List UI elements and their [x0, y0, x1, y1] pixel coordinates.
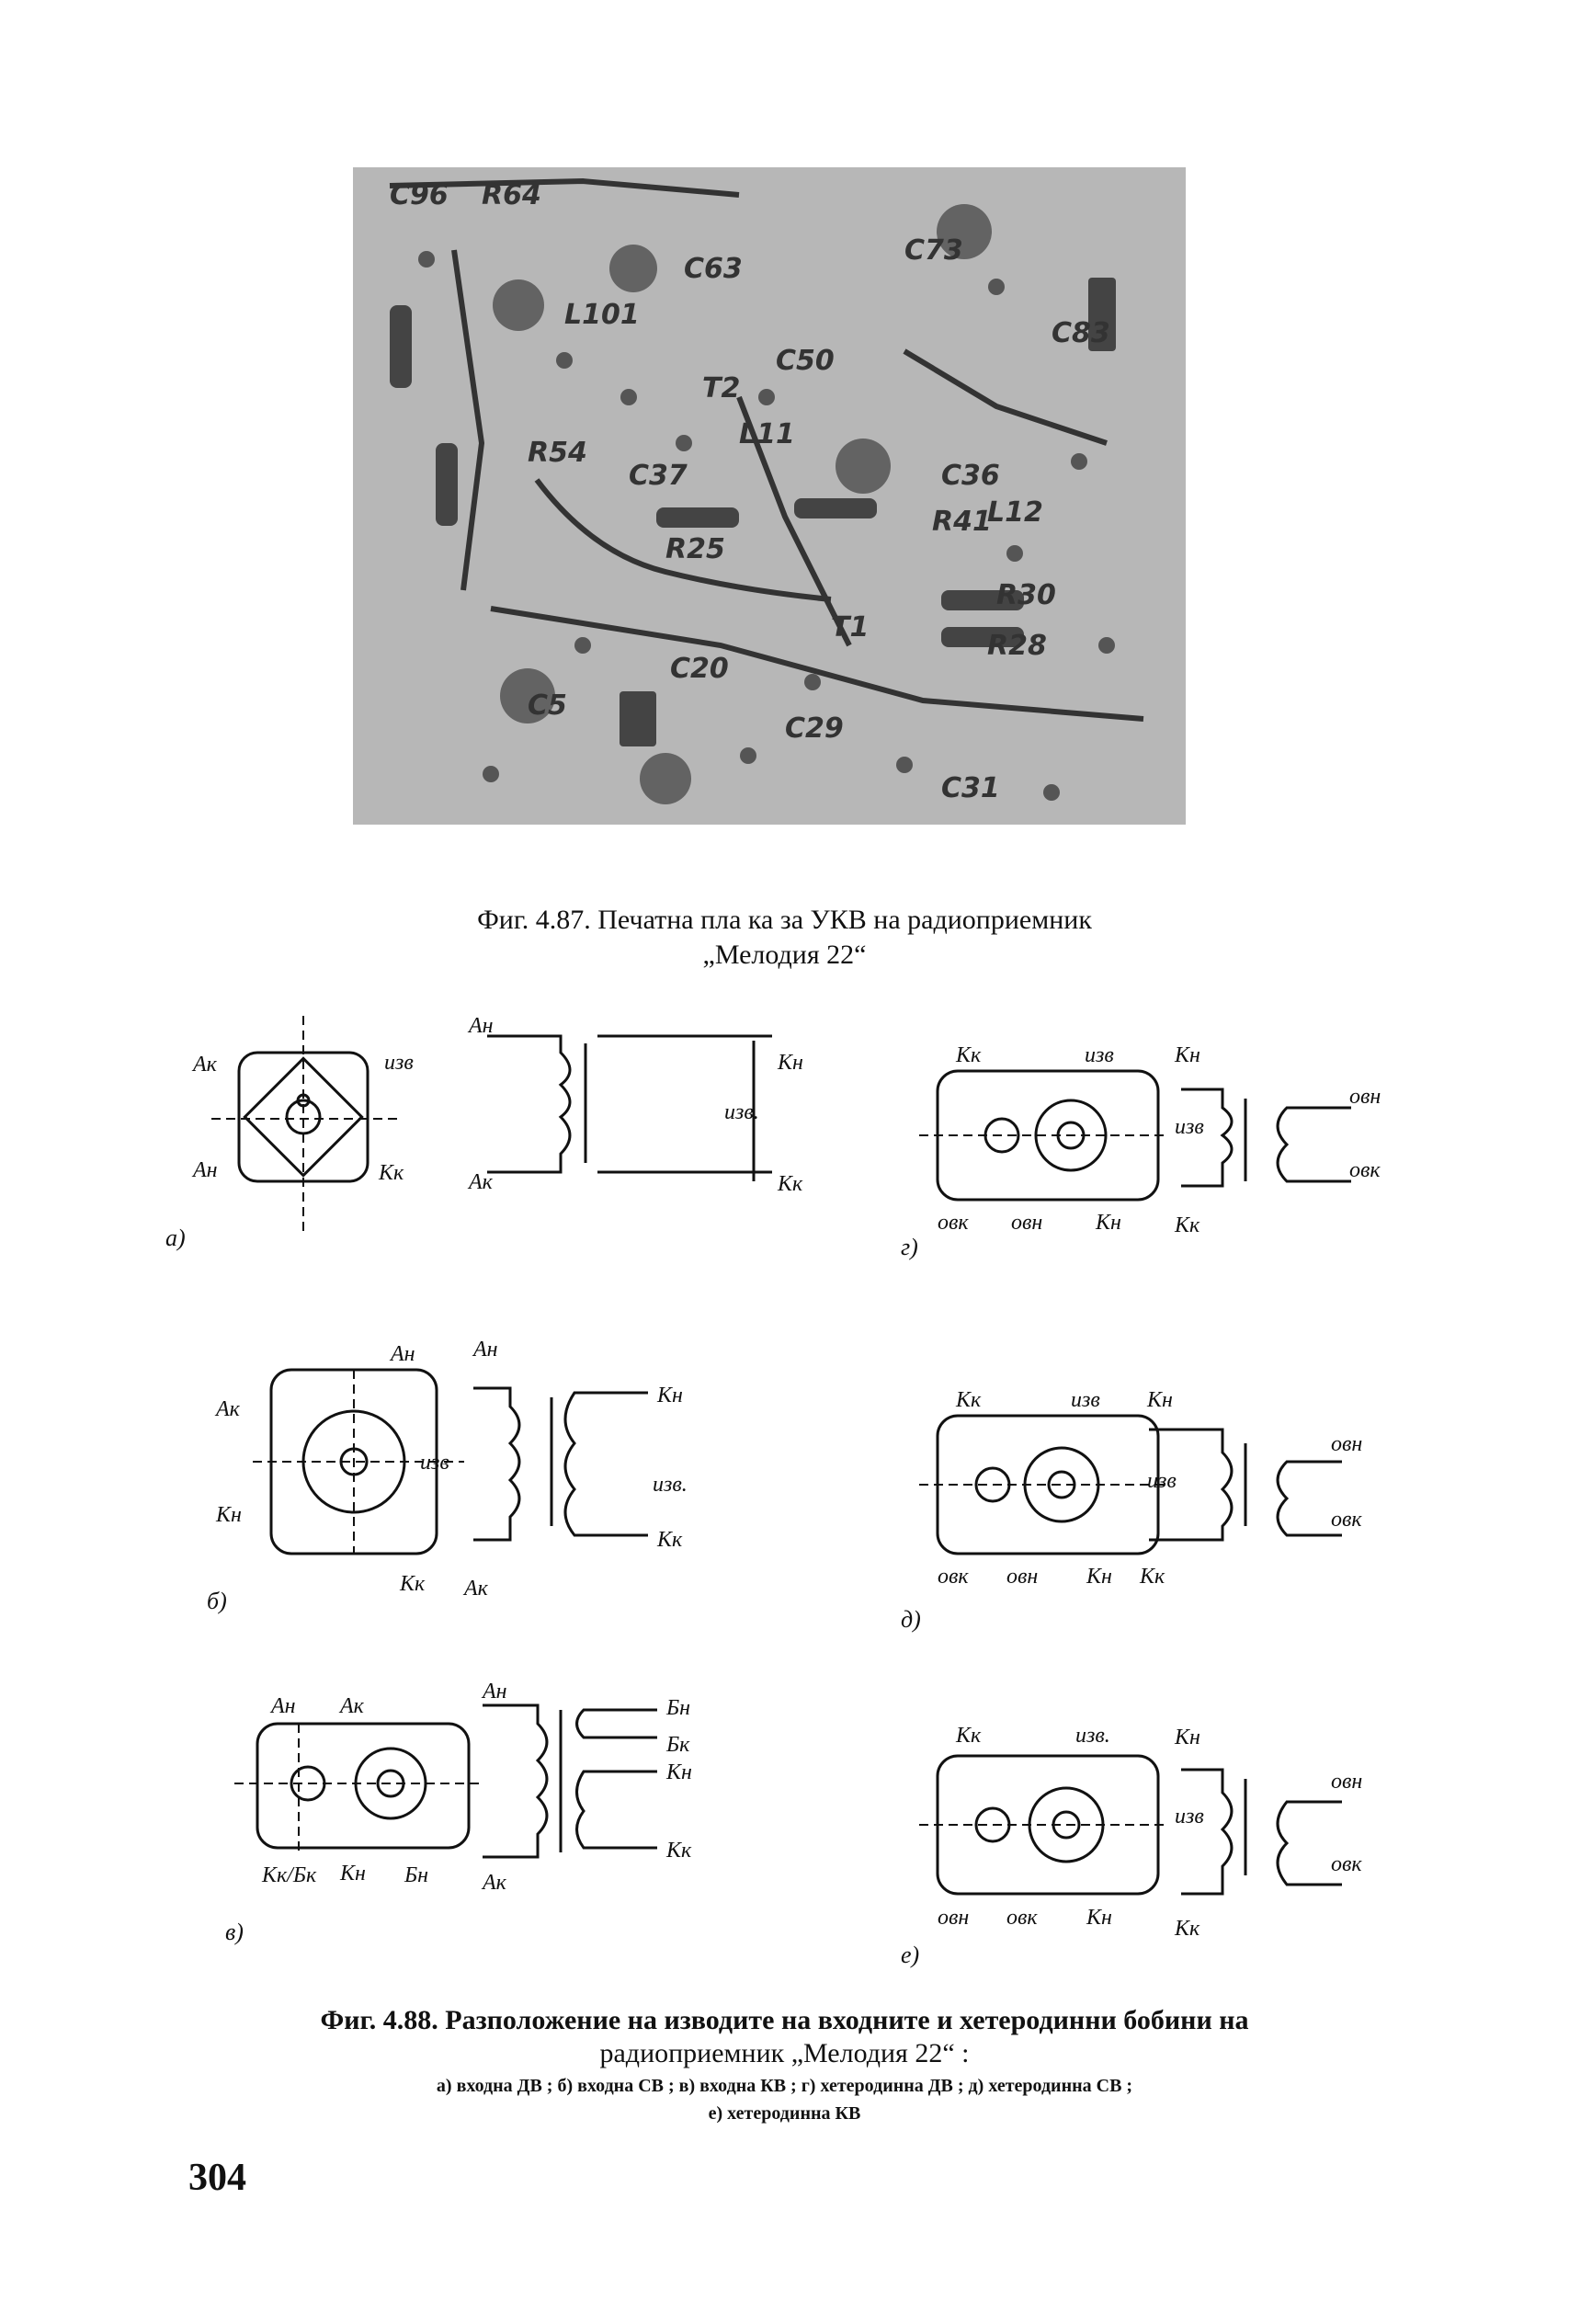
board-label: C83 [1052, 317, 1110, 349]
figure-d [901, 1379, 1434, 1636]
pin-b-kn: Кн [216, 1503, 242, 1527]
sch-g-ovk: овк [1349, 1158, 1381, 1182]
sch-g-ovn: овн [1349, 1085, 1381, 1109]
figure-g [901, 1034, 1434, 1273]
board-label: R25 [665, 533, 725, 565]
board-label: R28 [987, 630, 1047, 662]
pin-g-kk: Кк [956, 1043, 982, 1067]
pin-a-izv: изв [384, 1051, 414, 1075]
pin-v-bn: Бн [404, 1863, 429, 1887]
board-label: C29 [785, 712, 844, 745]
pin-v-kkbk: Кк/Бк [262, 1863, 317, 1887]
sch-d-kn: Кн [1147, 1388, 1173, 1412]
sch-v-bk: Бк [666, 1733, 690, 1757]
sch-d-ovk: овк [1331, 1508, 1362, 1532]
pin-e-kn: Кн [1086, 1906, 1112, 1930]
sch-b-kk: Кк [657, 1528, 683, 1552]
board-label: R54 [528, 437, 587, 469]
sch-v-bn: Бн [666, 1696, 691, 1720]
caption-488-line2: радиоприемник „Мелодия 22“ : [599, 2038, 970, 2068]
board-label: C63 [684, 253, 743, 285]
panel-label-a: а) [165, 1225, 186, 1251]
pin-e-ovn: овн [938, 1906, 970, 1930]
board-label: L11 [739, 418, 795, 450]
figure-488-caption [0, 2004, 1569, 2125]
sch-v-kn: Кн [666, 1760, 692, 1784]
sch-b-kn: Кн [657, 1384, 683, 1407]
page-number: 304 [188, 2157, 246, 2199]
pin-a-kk: Кк [379, 1161, 404, 1185]
pin-v-an: Ан [271, 1694, 296, 1718]
pin-a-an: Ан [193, 1158, 218, 1182]
sch-g-izv: изв [1175, 1115, 1204, 1139]
sch-d-izv: изв [1147, 1469, 1177, 1493]
pin-g-izv: изв [1085, 1043, 1114, 1067]
pin-g-ovn: овн [1011, 1211, 1043, 1235]
panel-label-d: д) [901, 1606, 921, 1633]
caption-487-line2: „Мелодия 22“ [702, 940, 867, 970]
sch-a-kk: Кк [778, 1172, 803, 1196]
pin-b-an: Ан [391, 1342, 415, 1366]
board-label: C37 [629, 460, 688, 492]
pin-d-izv: изв [1071, 1388, 1100, 1412]
board-label: C31 [941, 772, 1000, 804]
pin-e-ovk: овк [1006, 1906, 1038, 1930]
sch-d-kk: Кк [1140, 1565, 1165, 1589]
board-label: T1 [831, 611, 870, 644]
pin-d-ovk: овк [938, 1565, 969, 1589]
pin-e-kk: Кк [956, 1724, 982, 1748]
pin-a-ak: Ак [193, 1053, 217, 1077]
sch-e-ovn: овн [1331, 1770, 1363, 1794]
panel-label-e: е) [901, 1942, 920, 1968]
panel-label-v: в) [225, 1919, 244, 1945]
pin-d-ovn: овн [1006, 1565, 1039, 1589]
pin-b-kk: Кк [400, 1572, 426, 1596]
board-label: T2 [702, 372, 741, 404]
sch-b-an: Ан [473, 1338, 498, 1361]
caption-487-line1: Фиг. 4.87. Печатна пла ка за УКВ на радиоприемник [477, 905, 1092, 935]
pin-e-izv: изв. [1075, 1724, 1110, 1748]
sch-a-izv: изв. [724, 1100, 759, 1124]
figure-487-caption [0, 903, 1569, 973]
sch-e-izv: изв [1175, 1805, 1204, 1828]
figure-a [165, 1014, 803, 1273]
sch-a-kn: Кн [778, 1051, 803, 1075]
caption-488-line4: е) хетеродинна КВ [708, 2103, 861, 2124]
sch-v-an: Ан [483, 1680, 507, 1703]
panel-label-b: б) [207, 1588, 227, 1614]
board-label: C20 [670, 653, 729, 685]
pin-g-kn: Кн [1096, 1211, 1121, 1235]
caption-488-line1: Фиг. 4.88. Разположение на изводите на входните и хетеродинни бобини на [320, 2005, 1249, 2035]
board-label: C36 [941, 460, 1000, 492]
sch-v-kk: Кк [666, 1839, 692, 1863]
sch-b-izv: изв. [653, 1473, 688, 1497]
board-label: R41 [932, 506, 992, 538]
board-label: L101 [564, 299, 640, 331]
sch-e-kn: Кн [1175, 1726, 1200, 1749]
pin-b-ak2: Ак [464, 1577, 488, 1601]
board-label: R30 [996, 579, 1056, 611]
pin-g-ovk: овк [938, 1211, 969, 1235]
sch-g-kn: Кн [1175, 1043, 1200, 1067]
board-label: L12 [987, 496, 1043, 529]
pcb-photo [353, 167, 1186, 825]
panel-label-g: г) [901, 1234, 918, 1260]
pin-b-ak: Ак [216, 1397, 240, 1421]
pin-d-kn: Кн [1086, 1565, 1112, 1589]
sch-d-ovn: овн [1331, 1432, 1363, 1456]
pin-v-ak: Ак [340, 1694, 364, 1718]
sch-v-ak: Ак [483, 1871, 506, 1895]
pin-b-izv: изв [420, 1451, 449, 1475]
pin-d-kk: Кк [956, 1388, 982, 1412]
board-label: C96 [390, 179, 449, 211]
board-label: R64 [482, 179, 541, 211]
sch-a-ak: Ак [469, 1170, 493, 1194]
board-label: C50 [776, 345, 835, 377]
caption-488-line3: а) входна ДВ ; б) входна СВ ; в) входна КВ ; г) хетеродинна ДВ ; д) хетеродинна СВ ; [436, 2076, 1133, 2096]
sch-e-ovk: овк [1331, 1852, 1362, 1876]
figure-v [207, 1669, 722, 1944]
sch-a-an: Ан [469, 1014, 494, 1038]
sch-e-kk: Кк [1175, 1917, 1200, 1941]
board-label: C73 [904, 234, 963, 267]
board-label: C5 [528, 689, 567, 722]
figure-e [901, 1715, 1434, 1972]
sch-g-kk: Кк [1175, 1213, 1200, 1237]
pin-v-kn: Кн [340, 1862, 366, 1885]
figure-b [207, 1333, 722, 1614]
